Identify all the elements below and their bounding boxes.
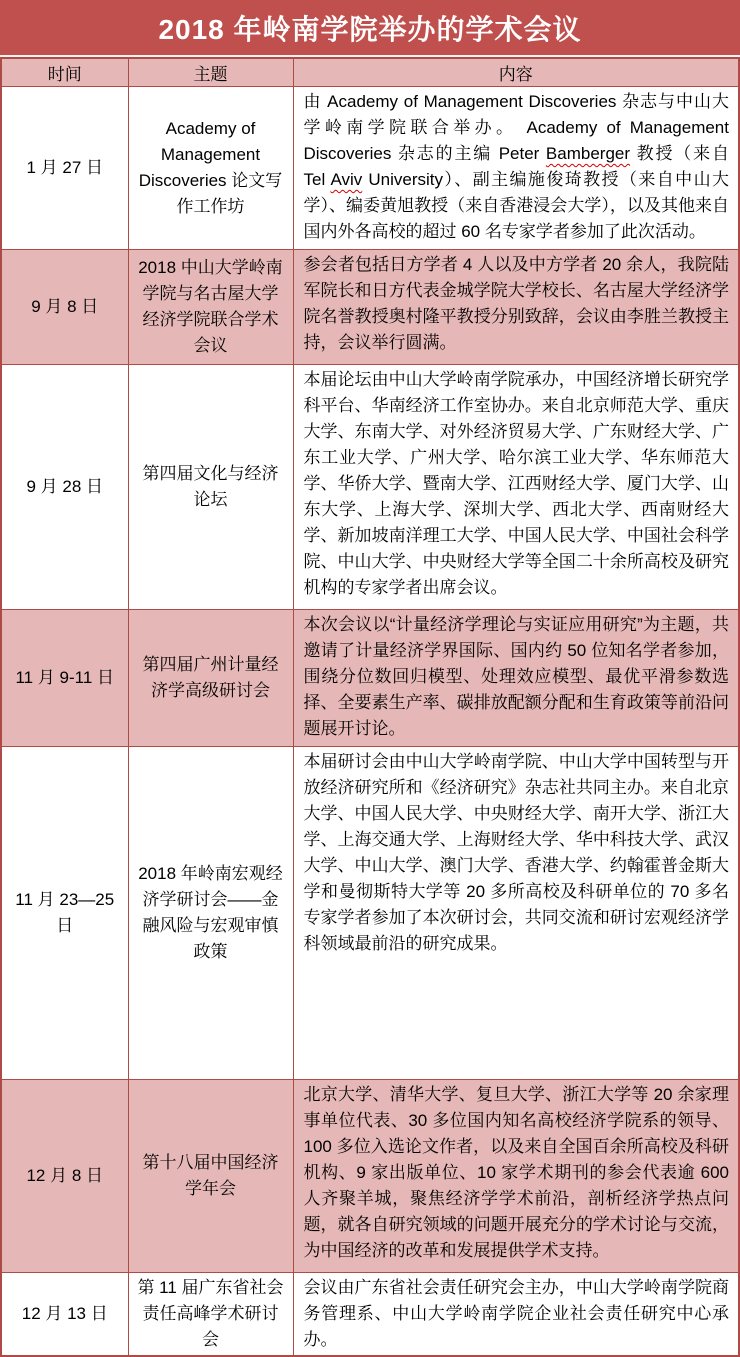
- time-text: 9 月 8 日: [31, 297, 99, 316]
- content-text: 本届研讨会由中山大学岭南学院、中山大学中国转型与开放经济研究所和《经济研究》杂志社共同主办。来自北京大学、中国人民大学、中央财经大学、南开大学、浙江大学、上海交通大学、上海财经大学、华中科技大学、武汉大学、中山大学、澳门大学、香港大学、约翰霍普金斯大学和曼彻斯特大学等 20 多所高校及科研单位的 70 多名专家学者参加了本次研讨会，共同交流和研讨宏观经济学科领域最前沿的研究成果。: [303, 752, 729, 953]
- time-text: 1 月 27 日: [26, 158, 104, 177]
- page-title: 2018 年岭南学院举办的学术会议: [0, 0, 740, 57]
- table-row: [1, 87, 739, 250]
- content-cell: [293, 1273, 739, 1357]
- topic-text: 第四届文化与经济论坛: [142, 464, 279, 509]
- topic-cell: [128, 250, 293, 365]
- topic-cell: [128, 747, 293, 1080]
- content-text: 北京大学、清华大学、复旦大学、浙江大学等 20 余家理事单位代表、30 多位国内知名高校经济学院系的领导、100 多位入选论文作者，以及来自全国百余所高校及科研机构、9 家出版单位、10 家学术期刊的参会代表逾 600 人齐聚羊城，聚焦经济学学术前沿，剖析经济学热点问题，就各自研究领域的问题开展充分的学术讨论与交流，为中国经济的改革和发展提供学术支持。: [303, 1085, 729, 1260]
- content-text: 会议由广东省社会责任研究会主办，中山大学岭南学院商务管理系、中山大学岭南学院企业社会责任研究中心承办。: [303, 1278, 729, 1349]
- time-text: 11 月 23—25 日: [15, 890, 115, 935]
- header-time: 时间: [1, 58, 128, 87]
- content-text: 教授（来自 Tel: [303, 144, 729, 189]
- time-cell: [1, 1080, 128, 1273]
- content-cell: [293, 1080, 739, 1273]
- time-cell: [1, 250, 128, 365]
- content-text: 本届论坛由中山大学岭南学院承办，中国经济增长研究学科平台、华南经济工作室协办。来自北京师范大学、重庆大学、东南大学、对外经济贸易大学、广东财经大学、广东工业大学、广州大学、哈尔滨工业大学、华东师范大学、华侨大学、暨南大学、江西财经大学、厦门大学、山东大学、上海大学、深圳大学、西北大学、西南财经大学、新加坡南洋理工大学、中国人民大学、中国社会科学院、中山大学、中央财经大学等全国二十余所高校及研究机构的专家学者出席会议。: [303, 370, 729, 597]
- time-text: 12 月 8 日: [26, 1166, 104, 1185]
- header-topic: 主题: [128, 58, 293, 87]
- time-text: 12 月 13 日: [21, 1304, 108, 1323]
- content-cell: [293, 610, 739, 747]
- topic-cell: [128, 365, 293, 610]
- topic-text: Academy of Management Discoveries 论文写作工作坊: [138, 119, 283, 216]
- topic-text: 2018 年岭南宏观经济学研讨会——金融风险与宏观审慎政策: [138, 864, 283, 961]
- table-row: [1, 365, 739, 610]
- time-text: 9 月 28 日: [26, 477, 104, 496]
- content-cell: [293, 250, 739, 365]
- table-row: [1, 250, 739, 365]
- time-cell: [1, 1273, 128, 1357]
- table-row: [1, 1080, 739, 1273]
- topic-text: 第 11 届广东省社会责任高峰学术研讨会: [137, 1278, 284, 1349]
- topic-text: 第四届广州计量经济学高级研讨会: [142, 655, 279, 700]
- table-row: [1, 1273, 739, 1357]
- content-cell: [293, 747, 739, 1080]
- table-row: [1, 747, 739, 1080]
- table-row: [1, 610, 739, 747]
- content-text: 本次会议以“计量经济学理论与实证应用研究”为主题，共邀请了计量经济学界国际、国内约 50 位知名学者参加，围绕分位数回归模型、处理效应模型、最优平滑参数选择、全要素生产率、碳排放配额分配和生育政策等前沿问题展开讨论。: [303, 615, 729, 738]
- misspelled-word: Aviv: [330, 170, 363, 189]
- time-cell: [1, 610, 128, 747]
- header-content: 内容: [293, 58, 739, 87]
- topic-text: 2018 中山大学岭南学院与名古屋大学经济学院联合学术会议: [138, 258, 283, 355]
- misspelled-word: Bamberger: [545, 144, 631, 163]
- topic-cell: [128, 610, 293, 747]
- time-cell: [1, 87, 128, 250]
- time-text: 11 月 9-11 日: [15, 668, 115, 687]
- time-cell: [1, 365, 128, 610]
- time-cell: [1, 747, 128, 1080]
- topic-text: 第十八届中国经济学年会: [142, 1153, 279, 1198]
- topic-cell: [128, 1080, 293, 1273]
- topic-cell: [128, 1273, 293, 1357]
- content-cell: [293, 365, 739, 610]
- content-text: 参会者包括日方学者 4 人以及中方学者 20 余人，我院陆军院长和日方代表金城学院大学校长、名古屋大学经济学院名誉教授奥村隆平教授分别致辞，会议由李胜兰教授主持，会议举行圆满。: [303, 255, 729, 352]
- topic-cell: [128, 87, 293, 250]
- content-text: University）、副主编施俊琦教授（来自中山大学）、编委黄旭教授（来自香港浸会大学），以及其他来自国内外各高校的超过 60 名专家学者参加了此次活动。: [303, 170, 729, 241]
- header-row: [1, 58, 739, 87]
- content-cell: [293, 87, 739, 250]
- content-text: 由 Academy of Management Discoveries 杂志与中山大学岭南学院联合举办。 Academy of Management Discoveries 杂志的主编 Peter: [303, 92, 729, 163]
- conference-table: [0, 57, 740, 1357]
